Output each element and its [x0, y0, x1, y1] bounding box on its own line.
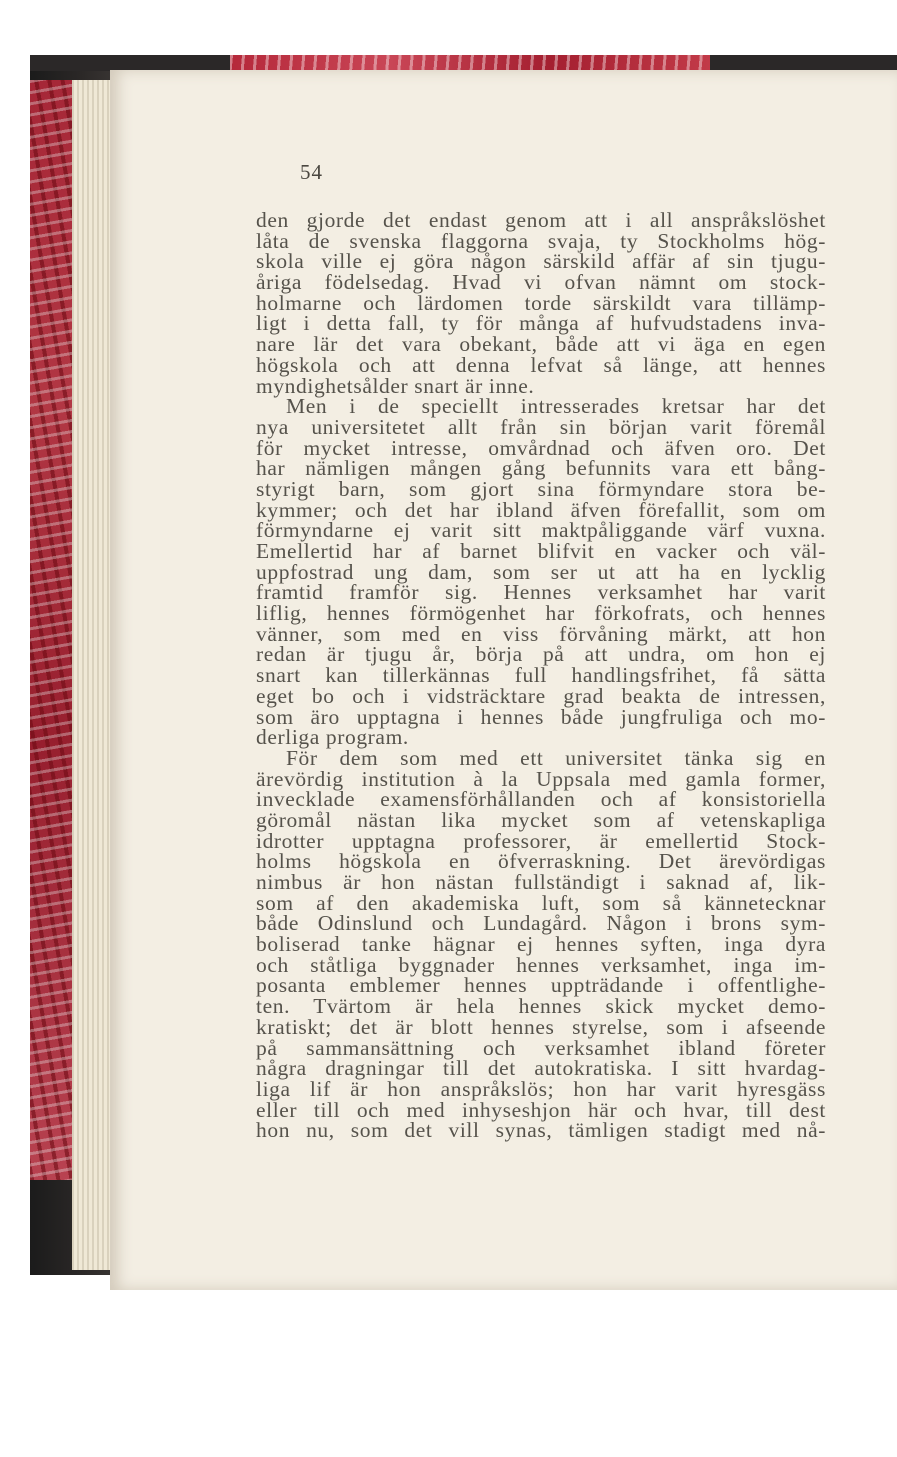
- text-line: liflig, hennes förmögenhet har förkofrats, och hennes: [256, 601, 826, 626]
- text-line: Men i de speciellt intresserades kretsar har det: [286, 394, 826, 419]
- text-line: förmyndarne ej varit sitt maktpåliggande värf vuxna.: [256, 518, 826, 543]
- text-line: några dragningar till det autokratiska. I sitt hvardag-: [256, 1056, 826, 1081]
- text-line: ligt i detta fall, ty för många af hufvudstadens inva-: [256, 311, 826, 336]
- text-line: eget bo och i vidsträcktare grad beakta de intressen,: [256, 683, 826, 708]
- text-line: göromål nästan lika mycket som af vetenskapliga: [256, 807, 826, 832]
- text-line: För dem som med ett universitet tänka sig en: [286, 745, 826, 770]
- text-line: på sammansättning och verksamhet ibland företer: [256, 1035, 826, 1060]
- text-line: snart kan tillerkännas full handlingsfrihet, få sätta: [256, 663, 826, 688]
- text-line: holms högskola en öfverraskning. Det ärevördigas: [256, 849, 826, 874]
- text-line: redan är tjugu år, börja på att undra, om hon ej: [256, 642, 826, 667]
- text-line: invecklade examensförhållanden och af konsistoriella: [256, 787, 826, 812]
- text-line: idrotter upptagna professorer, är emellertid Stock-: [256, 828, 826, 853]
- text-line: som af den akademiska luft, som så kännetecknar: [256, 890, 826, 915]
- text-line: vänner, som med en viss förvåning märkt, att hon: [256, 621, 826, 646]
- text-line: ärevördig institution à la Uppsala med gamla former,: [256, 766, 826, 791]
- text-line: kratiskt; det är blott hennes styrelse, som i afseende: [256, 1014, 826, 1039]
- text-line: eller till och med inhyseshjon här och hvar, till dest: [256, 1097, 826, 1122]
- text-line: nare lär det vara obekant, både att vi äga en egen: [256, 332, 826, 357]
- page-edges: [72, 80, 112, 1270]
- text-line: framtid framför sig. Hennes verksamhet har varit: [256, 580, 826, 605]
- text-line: derliga program.: [256, 725, 409, 750]
- text-line: låta de svenska flaggorna svaja, ty Stockholms hög-: [256, 228, 826, 253]
- text-line: både Odinslund och Lundagård. Någon i brons sym-: [256, 911, 826, 936]
- text-line: kymmer; och det har ibland äfven förefallit, som om: [256, 497, 826, 522]
- text-line: uppfostrad ung dam, som ser ut att ha en lycklig: [256, 559, 826, 584]
- text-line: åriga födelsedag. Hvad vi ofvan nämnt om stock-: [256, 270, 826, 295]
- marbled-side-edge: [30, 80, 72, 1180]
- text-line: den gjorde det endast genom att i all anspråkslöshet: [256, 208, 826, 232]
- text-line: styrigt barn, som gjort sina förmyndare stora be-: [256, 476, 826, 501]
- text-line: för mycket intresse, omvårdnad och äfven oro. Det: [256, 435, 826, 460]
- text-line: holmarne och lärdomen torde särskildt vara tillämp-: [256, 290, 826, 315]
- text-line: boliserad tanke hägnar ej hennes syften, inga dyra: [256, 932, 826, 957]
- text-line: posanta emblemer hennes uppträdande i offentlighe-: [256, 973, 826, 998]
- page-number: 54: [300, 160, 323, 184]
- text-line: och ståtliga byggnader hennes verksamhet, inga im-: [256, 952, 826, 977]
- text-line: skola ville ej göra någon särskild affär af sin tjugu-: [256, 249, 826, 274]
- text-line: högskola och att denna lefvat så länge, att hennes: [256, 352, 826, 377]
- text-line: myndighetsålder snart är inne.: [256, 373, 535, 398]
- text-line: Emellertid har af barnet blifvit en vacker och väl-: [256, 539, 826, 563]
- text-line: hon nu, som det vill synas, tämligen stadigt med nå-: [256, 1118, 826, 1143]
- text-line: nimbus är hon nästan fullständigt i saknad af, lik-: [256, 870, 826, 894]
- body-text: [256, 210, 826, 1141]
- text-line: har nämligen mången gång befunnits vara ett bång-: [256, 456, 826, 481]
- text-line: liga lif är hon anspråkslös; hon har varit hyresgäss: [256, 1076, 826, 1101]
- text-line: som äro upptagna i hennes både jungfruliga och mo-: [256, 704, 826, 729]
- text-line: nya universitetet allt från sin början varit föremål: [256, 414, 826, 439]
- text-line: ten. Tvärtom är hela hennes skick mycket demo-: [256, 994, 826, 1019]
